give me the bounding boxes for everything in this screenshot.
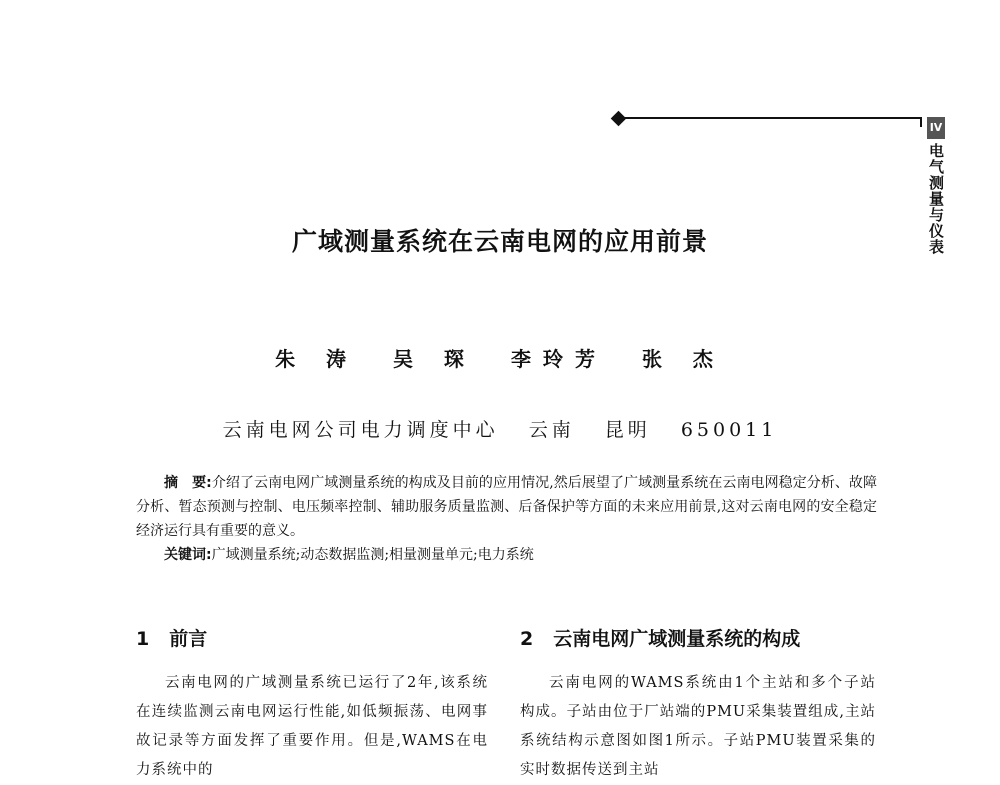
affiliation-postcode: 650011	[680, 419, 778, 441]
affiliation	[0, 415, 1000, 442]
affiliation-org: 云南电网公司电力调度中心	[222, 419, 499, 441]
journal-name: 电气测量与仪表	[927, 143, 945, 255]
journal-section-badge: IV	[927, 117, 945, 139]
abstract-block	[136, 471, 877, 567]
paper-title: 广域测量系统在云南电网的应用前景	[291, 227, 708, 256]
section-1	[136, 624, 488, 785]
section-2	[520, 624, 876, 785]
header-rule-line	[622, 117, 922, 119]
keywords-paragraph	[136, 543, 877, 567]
section-heading	[520, 624, 876, 651]
section-number: 2	[520, 628, 534, 650]
abstract-label: 摘 要:	[164, 475, 212, 491]
section-title: 云南电网广域测量系统的构成	[553, 628, 801, 650]
affiliation-city: 昆明	[604, 419, 651, 441]
header-rule-tick	[920, 117, 922, 127]
section-body: 云南电网的WAMS系统由1个主站和多个子站构成。子站由位于厂站端的PMU采集装置组成,主站系统结构示意图如图1所示。子站PMU装置采集的实时数据传送到主站	[520, 675, 876, 778]
section-body: 云南电网的广域测量系统已运行了2年,该系统在连续监测云南电网运行性能,如低频振荡、电网事故记录等方面发挥了重要作用。但是,WAMS在电力系统中的	[136, 675, 488, 778]
journal-side-tab	[926, 117, 946, 287]
affiliation-province: 云南	[528, 419, 575, 441]
section-heading	[136, 624, 488, 651]
author-list	[0, 343, 1000, 372]
keywords-label: 关键词:	[164, 547, 212, 563]
abstract-text: 介绍了云南电网广域测量系统的构成及目前的应用情况,然后展望了广域测量系统在云南电网稳定分析、故障分析、暂态预测与控制、电压频率控制、辅助服务质量监测、后备保护等方面的未来应用前景,这对云南电网的安全稳定经济运行具有重要的意义。	[136, 475, 877, 539]
author: 朱 涛	[275, 347, 359, 371]
author: 张 杰	[641, 347, 725, 371]
section-number: 1	[136, 628, 150, 650]
keywords-text: 广域测量系统;动态数据监测;相量测量单元;电力系统	[211, 547, 534, 563]
abstract-paragraph	[136, 471, 877, 543]
section-title: 前言	[169, 628, 208, 650]
author: 李玲芳	[510, 347, 607, 371]
author: 吴 琛	[393, 347, 476, 371]
